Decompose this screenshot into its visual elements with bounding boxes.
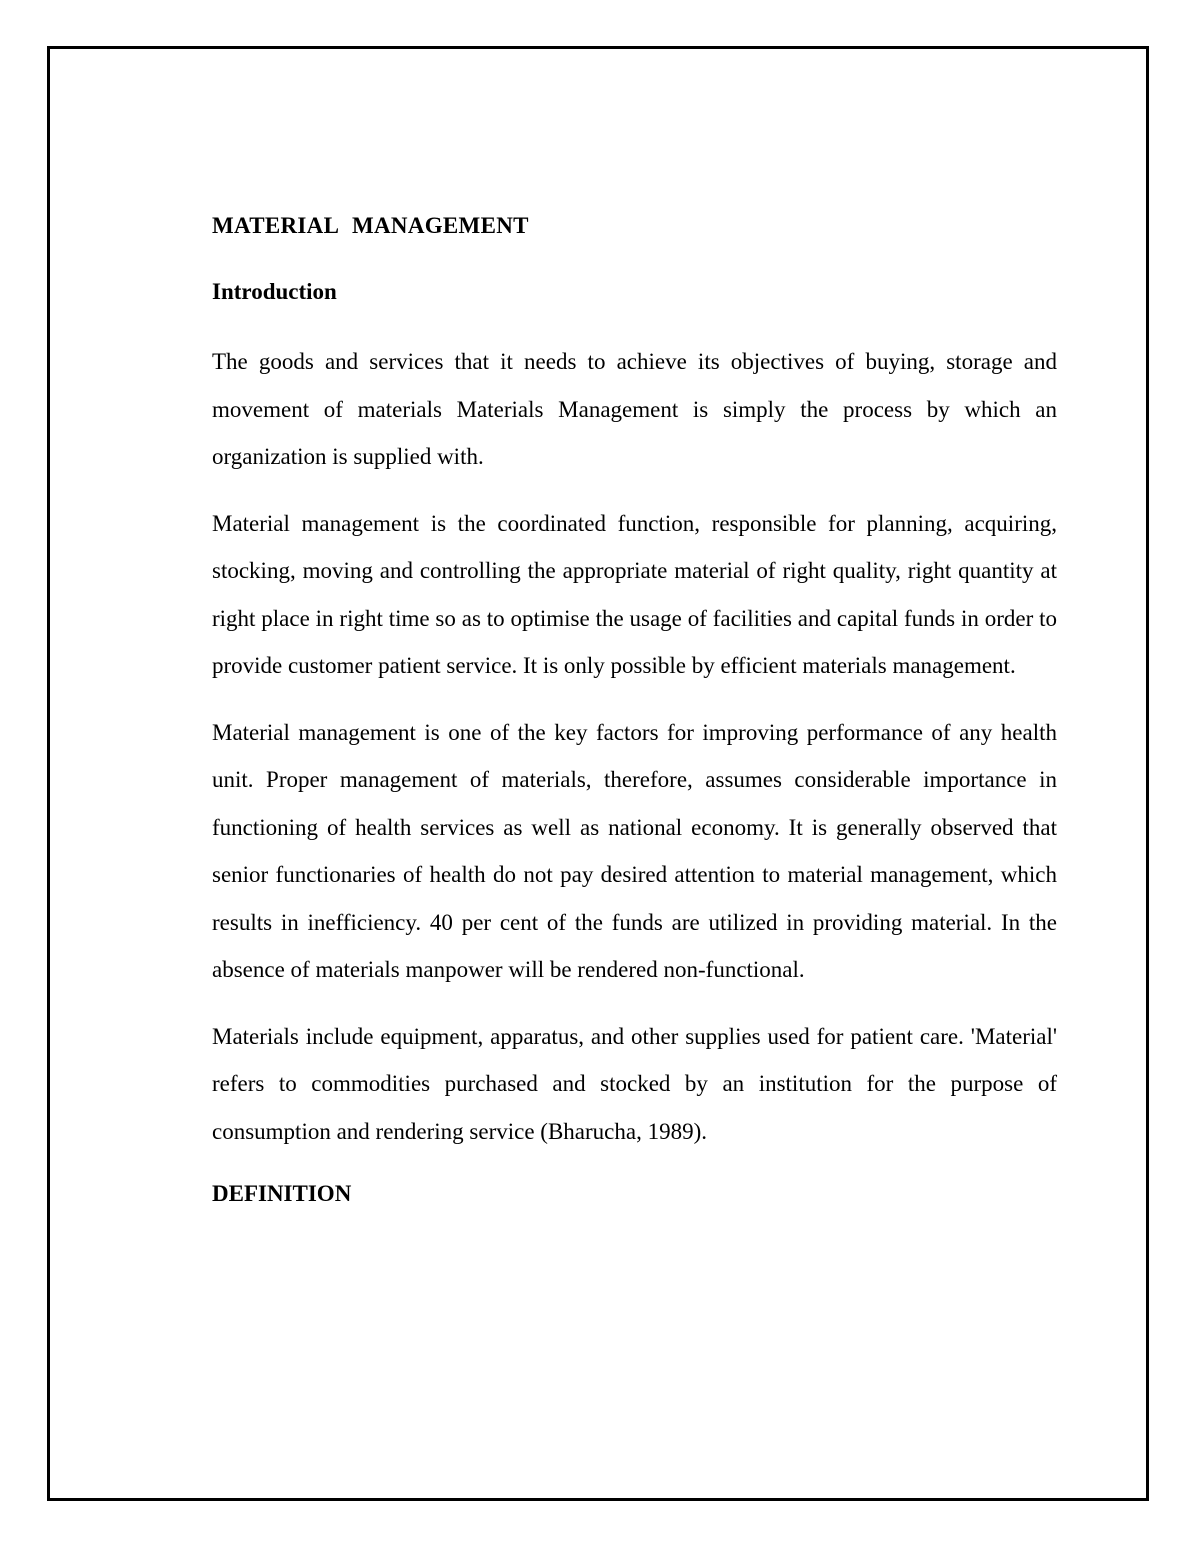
document-body — [212, 206, 1057, 1214]
section-heading-introduction: Introduction — [212, 279, 337, 304]
document-title: MATERIAL MANAGEMENT — [212, 213, 529, 238]
paragraph-2: Material management is the coordinated function, responsible for planning, acquiring, stocking, moving and controlling the appropriate material of right quality, right quantity at right place in right time so as to optimise the usage of facilities and capital funds in order to provide customer patient service. It is only possible by efficient materials management. — [212, 510, 1057, 678]
section-heading-definition: DEFINITION — [212, 1181, 352, 1206]
paragraph-3: Material management is one of the key factors for improving performance of any health unit. Proper management of materials, therefore, assumes considerable importance in functioning of health services as well as national economy. It is generally observed that senior functionaries of health do not pay desired attention to material management, which results in inefficiency. 40 per cent of the funds are utilized in providing material. In the absence of materials manpower will be rendered non-functional. — [212, 719, 1057, 982]
paragraph-1: The goods and services that it needs to achieve its objectives of buying, storage and movement of materials Materials Management is simply the process by which an organization is supplied with. — [212, 349, 1057, 469]
paragraph-4: Materials include equipment, apparatus, and other supplies used for patient care. 'Material' refers to commodities purchased and stocked by an institution for the purpose of consumption and rendering service (Bharucha, 1989). — [212, 1023, 1057, 1144]
